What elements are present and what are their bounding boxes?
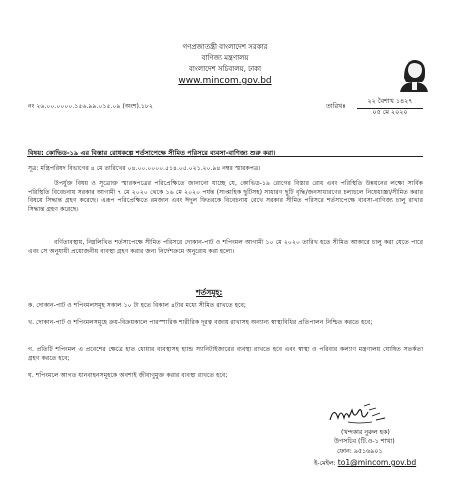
condition-item: ঘ. শপিংমলে আগত যানবাহনসমূহকে অবশ্যই জীবাণুমুক্ত করার ব্যবস্থা রাখতে হবে; <box>28 372 228 379</box>
handwritten-signature <box>328 400 388 426</box>
condition-item: গ. প্রতিটি শপিংমল এ প্রবেশের ক্ষেত্রে হাত ধোয়ার ব্যবস্থাসহ হ্যান্ড স্যানিটাইজারের ব্যবস্থা রাখতে হবে এবং স্বাস্থ্য ও পরিবার কল্যাণ মন্ত্রণালয় ঘোষিত সতর্কতা গ্রহণ করতে হবে; <box>28 346 423 362</box>
header-government: গণপ্রজাতন্ত্রী বাংলাদেশ সরকার <box>182 43 268 51</box>
header-ministry: বাণিজ্য মন্ত্রণালয় <box>201 54 249 62</box>
condition-item: ক. দোকান-পাট ও শপিংমলসমূহ সকাল ১০ টা হতে বিকাল ৪টার মধ্যে সীমিত রাখতে হবে; <box>28 302 246 309</box>
date-english: ০৫ মে ২০২০ <box>372 108 408 116</box>
subject-line <box>28 147 276 159</box>
header-website-link[interactable]: www.mincom.gov.bd <box>178 76 272 86</box>
signatory-designation: উপসচিব (টি.ও-১ শাখা) <box>334 438 395 445</box>
memo-number: নং ২৬.০০.০০০০.১৫৬.৯৯.০১৫.০৯ (অংশ).১৮২ <box>28 103 153 110</box>
signatory-phone: ফোন: ৯৫১৬৯০১ <box>337 448 383 455</box>
subject-text: কোভিড-১৯ এর বিস্তার রোধকল্পে শর্তসাপেক্ষে সীমিত পরিসরে ব্যবসা-বাণিজ্য শুরু করা। <box>46 149 276 157</box>
portrait-image <box>392 48 436 92</box>
date-bangla: ২২ বৈশাখ ১৪২৭ <box>357 96 423 109</box>
subject-label: বিষয়: <box>28 149 44 157</box>
condition-item: খ. দোকান-পাট ও শপিংমলসমূহে ক্রয়-বিক্রয়কালে পারস্পারিক শারীরিক দূরত্ব বজায় রাখাসহ অন্যান্য স্বাস্থ্যবিধির প্রতিপালন নিশ্চিত করতে হবে; <box>28 319 373 326</box>
signatory-email-line <box>314 458 416 468</box>
date-label: তারিখঃ <box>326 102 346 110</box>
body-paragraph-1: উপর্যুক্ত বিষয় ও সূত্রোক্ত স্মারকপত্রের পরিপ্রেক্ষিতে জানানো যাচ্ছে যে, কোভিড-১৯ রোগের বিস্তার রোধ এবং পরিস্থিতি উন্নয়নের লক্ষ্যে সার্বিক পরিস্থিতি বিবেচনায় সরকার আগামী ৭ মে ২০২০ থেকে ১৬ মে ২০২০ পর্যন্ত (সাপ্তাহিক ছুটিসহ) সাধারণ ছুটি বৃদ্ধি/জনসাধারণের চলাচলে নিষেধাজ্ঞা/সীমিত করার বিষয়ে সিদ্ধান্ত গ্রহণ করেছে। এরূপ পরিপ্রেক্ষিতে রমজান এবং ঈদুল ফিতরকে বিবেচনায় রেখে সরকার সীমিত পরিসরে শর্তসাপেক্ষে ব্যবসা-বাণিজ্য চালু রাখার সিদ্ধান্ত গ্রহণ করেছে। <box>28 180 423 213</box>
conditions-heading: শর্তসমূহ: <box>196 288 223 297</box>
email-link[interactable]: to1@mincom.gov.bd <box>337 458 417 467</box>
signatory-name: (খন্দকার নুরুল হক) <box>341 429 390 436</box>
header-secretariat: বাংলাদেশ সচিবালয়, ঢাকা <box>188 65 262 73</box>
email-label: ই-মেইল: <box>314 460 336 467</box>
reference-line: সূত্র: মন্ত্রিপরিষদ বিভাগের ৪ মে তারিখের ০৪.০০.০০০০.৫১৪.০৫.০২১.২০.৯৪ নম্বর স্মারকপত্র। <box>28 165 261 172</box>
body-paragraph-2: বর্ণিতাবস্থায়, নিম্নলিখিত শর্তসাপেক্ষে সীমিত পরিসরে দোকান-পাট ও শপিংমল আগামী ১০ মে ২০২০ তারিখ হতে সীমিত আকারে চালু করা যেতে পারে এবং সে অনুযায়ী প্রয়োজনীয় ব্যবস্থা গ্রহণ করার জন্য নির্দেশক্রমে অনুরোধ করা হলো। <box>28 239 423 255</box>
